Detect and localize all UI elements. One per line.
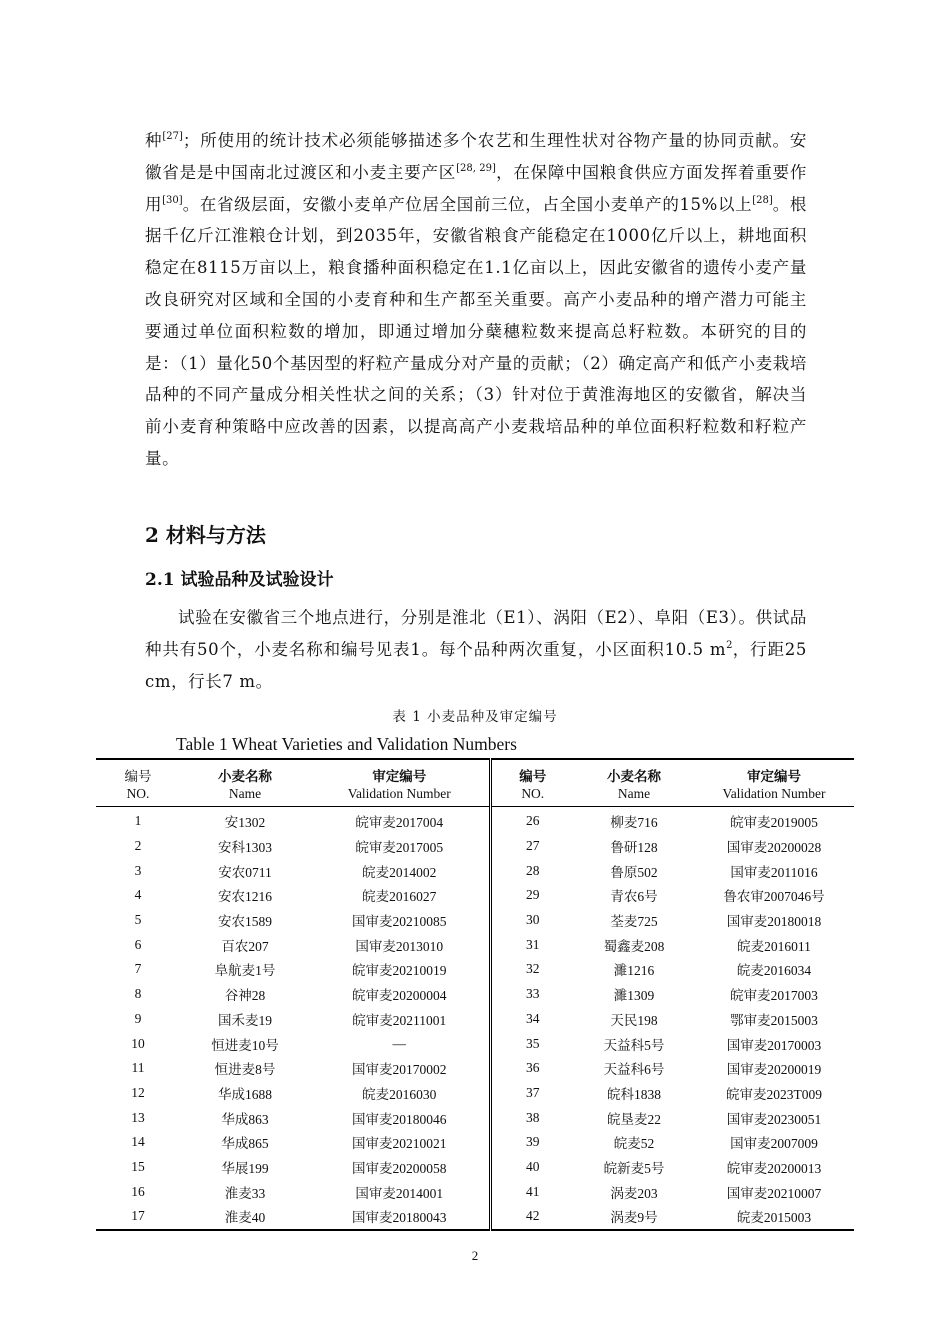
cell-validation-right: 皖审麦2017003 bbox=[730, 988, 818, 1004]
cell-name-left: 华成1688 bbox=[218, 1086, 272, 1102]
table-row bbox=[96, 932, 854, 957]
cell-name-left: 安农0711 bbox=[218, 864, 272, 880]
table-row bbox=[96, 1105, 854, 1130]
cell-validation-left: 国审麦20180046 bbox=[310, 1105, 490, 1130]
cell-validation-left: 国审麦20210021 bbox=[310, 1130, 490, 1155]
cell-no-right: 37 bbox=[526, 1084, 540, 1100]
header-validation-right-en: Validation Number bbox=[694, 785, 854, 807]
text-run: 。在省级层面，安徽小麦单产位居全国前三位，占全国小麦单产的15%以上 bbox=[182, 194, 753, 214]
header-name-left: 小麦名称 bbox=[180, 759, 310, 785]
cell-name-right: 青农6号 bbox=[610, 889, 658, 905]
cell-no-right: 28 bbox=[526, 862, 540, 878]
section-heading: 2 材料与方法 bbox=[145, 523, 266, 547]
cell-name-left: 恒进麦10号 bbox=[211, 1037, 279, 1053]
wheat-varieties-table bbox=[96, 758, 854, 1231]
cell-name-right: 荃麦725 bbox=[610, 914, 658, 930]
cell-no-left: 16 bbox=[131, 1183, 145, 1199]
cell-name-right: 皖麦52 bbox=[613, 1136, 655, 1152]
cell-no-left: 14 bbox=[131, 1134, 145, 1150]
citation-superscript: [28, 29] bbox=[456, 162, 496, 174]
cell-name-right: 皖科1838 bbox=[607, 1086, 661, 1102]
cell-validation-left: — bbox=[310, 1031, 490, 1056]
cell-name-left: 阜航麦1号 bbox=[214, 963, 276, 979]
cell-validation-left: 皖麦2016027 bbox=[310, 883, 490, 908]
cell-name-right: 濉1216 bbox=[613, 963, 655, 979]
table-header-row-cn bbox=[96, 759, 854, 785]
cell-no-right: 34 bbox=[526, 1010, 540, 1026]
cell-name-left: 华展199 bbox=[221, 1160, 269, 1176]
header-name-right: 小麦名称 bbox=[574, 759, 694, 785]
text-run: 种 bbox=[145, 131, 163, 150]
cell-validation-right: 皖麦2015003 bbox=[694, 1204, 854, 1230]
header-no-left-en: NO. bbox=[96, 785, 180, 807]
cell-name-right: 鲁原502 bbox=[610, 864, 658, 880]
header-validation-right: 审定编号 bbox=[694, 759, 854, 785]
intro-paragraph bbox=[145, 125, 807, 475]
cell-validation-left: 国审麦20170002 bbox=[310, 1056, 490, 1081]
methods-paragraph bbox=[145, 602, 807, 697]
cell-validation-left: 皖审麦2017004 bbox=[310, 807, 490, 834]
cell-validation-right: 国审麦20200019 bbox=[726, 1062, 822, 1078]
cell-no-right: 30 bbox=[526, 912, 540, 928]
cell-name-left: 淮麦40 bbox=[180, 1204, 310, 1230]
cell-name-left: 安农1589 bbox=[218, 914, 272, 930]
cell-validation-right: 国审麦20170003 bbox=[726, 1037, 822, 1053]
cell-no-right: 26 bbox=[526, 813, 540, 829]
cell-no-left: 17 bbox=[96, 1204, 180, 1230]
text-run: ，行距25 cm，行长7 m。 bbox=[145, 639, 808, 691]
cell-name-left: 百农207 bbox=[221, 938, 269, 954]
cell-validation-left: 皖麦2014002 bbox=[310, 858, 490, 883]
cell-name-right: 濉1309 bbox=[613, 988, 655, 1004]
cell-name-left: 淮麦33 bbox=[224, 1185, 266, 1201]
cell-validation-right: 皖麦2016034 bbox=[736, 963, 812, 979]
cell-no-right: 27 bbox=[526, 838, 540, 854]
citation-superscript: [30] bbox=[162, 194, 183, 206]
cell-validation-right: 国审麦20200028 bbox=[726, 840, 822, 856]
table-row bbox=[96, 1056, 854, 1081]
cell-name-right: 天益科6号 bbox=[603, 1062, 665, 1078]
cell-validation-right: 鄂审麦2015003 bbox=[730, 1012, 818, 1028]
header-name-right-en: Name bbox=[574, 785, 694, 807]
cell-validation-right: 皖麦2016011 bbox=[737, 938, 811, 954]
cell-validation-right: 鲁农审2007046号 bbox=[723, 889, 825, 905]
cell-name-right: 天益科5号 bbox=[603, 1037, 665, 1053]
cell-name-left: 华成865 bbox=[221, 1136, 269, 1152]
table-row bbox=[96, 807, 854, 834]
cell-no-left: 6 bbox=[134, 936, 142, 952]
cell-no-right: 35 bbox=[526, 1035, 540, 1051]
page-number: 2 bbox=[471, 1248, 479, 1263]
cell-name-left: 国禾麦19 bbox=[218, 1012, 272, 1028]
table-row bbox=[96, 1081, 854, 1106]
cell-name-left: 安农1216 bbox=[218, 889, 272, 905]
table-row bbox=[96, 1155, 854, 1180]
table-row bbox=[96, 834, 854, 859]
cell-validation-right: 国审麦20230051 bbox=[726, 1111, 822, 1127]
cell-name-right: 天民198 bbox=[610, 1012, 658, 1028]
cell-no-left: 2 bbox=[134, 838, 142, 854]
header-validation-left-en: Validation Number bbox=[310, 785, 490, 807]
cell-validation-left: 国审麦2014001 bbox=[310, 1179, 490, 1204]
cell-name-left: 安科1303 bbox=[218, 840, 272, 856]
table-row bbox=[96, 1007, 854, 1032]
text-run: 试验在安徽省三个地点进行，分别是淮北（E1）、涡阳（E2）、阜阳（E3）。供试品种共有50个，小麦名称和编号见表1。每个品种两次重复，小区面积10.5 m bbox=[145, 608, 807, 659]
cell-validation-right: 国审麦20210007 bbox=[726, 1185, 822, 1201]
cell-name-right: 皖新麦5号 bbox=[603, 1160, 665, 1176]
citation-superscript: [28] bbox=[752, 194, 773, 206]
cell-validation-right: 皖审麦2019005 bbox=[730, 815, 818, 831]
cell-name-left: 安1302 bbox=[224, 815, 266, 831]
cell-validation-left: 皖审麦20211001 bbox=[310, 1007, 490, 1032]
cell-no-right: 33 bbox=[526, 986, 540, 1002]
table-row bbox=[96, 1130, 854, 1155]
cell-no-left: 4 bbox=[134, 887, 142, 903]
table-row bbox=[96, 1031, 854, 1056]
cell-validation-left: 国审麦20180043 bbox=[310, 1204, 490, 1230]
table-header-row-en bbox=[96, 785, 854, 807]
cell-no-right: 41 bbox=[526, 1183, 540, 1199]
cell-no-right: 36 bbox=[526, 1060, 540, 1076]
cell-no-right: 31 bbox=[526, 936, 540, 952]
cell-no-right: 38 bbox=[526, 1109, 540, 1125]
cell-no-right: 29 bbox=[526, 887, 540, 903]
cell-validation-left: 皖麦2016030 bbox=[310, 1081, 490, 1106]
cell-no-left: 1 bbox=[134, 813, 142, 829]
cell-no-right: 42 bbox=[490, 1204, 574, 1230]
header-name-left-en: Name bbox=[180, 785, 310, 807]
cell-no-left: 10 bbox=[131, 1035, 145, 1051]
cell-validation-right: 国审麦2011016 bbox=[730, 864, 818, 880]
table-caption-cn: 表 1 小麦品种及审定编号 bbox=[392, 709, 558, 725]
table-row bbox=[96, 982, 854, 1007]
cell-name-right: 柳麦716 bbox=[610, 815, 658, 831]
header-no-left: 编号 bbox=[96, 759, 180, 785]
cell-no-left: 15 bbox=[131, 1158, 145, 1174]
cell-no-left: 8 bbox=[134, 986, 142, 1002]
cell-validation-left: 国审麦20200058 bbox=[310, 1155, 490, 1180]
table-row bbox=[96, 1204, 854, 1230]
cell-validation-right: 皖审麦2023T009 bbox=[726, 1086, 822, 1102]
cell-name-left: 谷神28 bbox=[224, 988, 266, 1004]
cell-name-left: 恒进麦8号 bbox=[214, 1062, 276, 1078]
text-run: ；所使用的统计技术必须能够描述多个农艺和生理性状对谷物产量的协同贡献。安徽省是是中国南北过渡区和小麦主要产区 bbox=[145, 131, 807, 182]
cell-validation-left: 国审麦2013010 bbox=[310, 932, 490, 957]
table-row bbox=[96, 908, 854, 933]
cell-no-right: 39 bbox=[526, 1134, 540, 1150]
cell-name-right: 蜀鑫麦208 bbox=[603, 938, 665, 954]
cell-no-left: 5 bbox=[134, 912, 142, 928]
cell-validation-right: 皖审麦20200013 bbox=[726, 1160, 822, 1176]
table-row bbox=[96, 957, 854, 982]
cell-name-right: 鲁研128 bbox=[610, 840, 658, 856]
cell-validation-left: 国审麦20210085 bbox=[310, 908, 490, 933]
cell-name-right: 涡麦9号 bbox=[574, 1204, 694, 1230]
cell-no-left: 7 bbox=[134, 961, 142, 977]
cell-no-right: 40 bbox=[526, 1158, 540, 1174]
cell-no-left: 3 bbox=[134, 862, 142, 878]
header-no-right: 编号 bbox=[490, 759, 574, 785]
cell-no-right: 32 bbox=[526, 961, 540, 977]
cell-no-left: 13 bbox=[131, 1109, 145, 1125]
cell-validation-left: 皖审麦20200004 bbox=[310, 982, 490, 1007]
text-run: ，在保障中国粮食供应方面发挥着重要作用 bbox=[145, 162, 807, 214]
cell-validation-right: 国审麦20180018 bbox=[726, 914, 822, 930]
cell-validation-right: 国审麦2007009 bbox=[730, 1136, 818, 1152]
table-row bbox=[96, 883, 854, 908]
cell-no-left: 12 bbox=[131, 1084, 145, 1100]
cell-no-left: 9 bbox=[134, 1010, 142, 1026]
cell-name-right: 涡麦203 bbox=[610, 1185, 658, 1201]
table-caption-en: Table 1 Wheat Varieties and Validation Numbers bbox=[176, 734, 517, 754]
table-row bbox=[96, 1179, 854, 1204]
cell-name-left: 华成863 bbox=[221, 1111, 269, 1127]
text-run: 。根据千亿斤江淮粮仓计划，到2035年，安徽省粮食产能稳定在1000亿斤以上，耕地面积稳定在8115万亩以上，粮食播种面积稳定在1.1亿亩以上，因此安徽省的遗传小麦产量改良研究对区域和全国的小麦育种和生产都至关重要。高产小麦品种的增产潜力可能主要通过单位面积粒数的增加，即通过增加分蘖穗粒数来提高总籽粒数。本研究的目的是：（1）量化50个基因型的籽粒产量成分对产量的贡献；（2）确定高产和低产小麦栽培品种的不同产量成分相关性状之间的关系；（3）针对位于黄淮海地区的安徽省，解决当前小麦育种策略中应改善的因素，以提高高产小麦栽培品种的单位面积籽粒数和籽粒产量。 bbox=[145, 194, 808, 468]
subsection-heading: 2.1 试验品种及试验设计 bbox=[145, 570, 334, 590]
cell-validation-left: 皖审麦2017005 bbox=[310, 834, 490, 859]
header-no-right-en: NO. bbox=[490, 785, 574, 807]
cell-validation-left: 皖审麦20210019 bbox=[310, 957, 490, 982]
table-row bbox=[96, 858, 854, 883]
cell-no-left: 11 bbox=[131, 1060, 145, 1076]
cell-name-right: 皖垦麦22 bbox=[607, 1111, 661, 1127]
citation-superscript: 2 bbox=[726, 639, 733, 651]
citation-superscript: [27] bbox=[162, 131, 183, 142]
header-validation-left: 审定编号 bbox=[310, 759, 490, 785]
